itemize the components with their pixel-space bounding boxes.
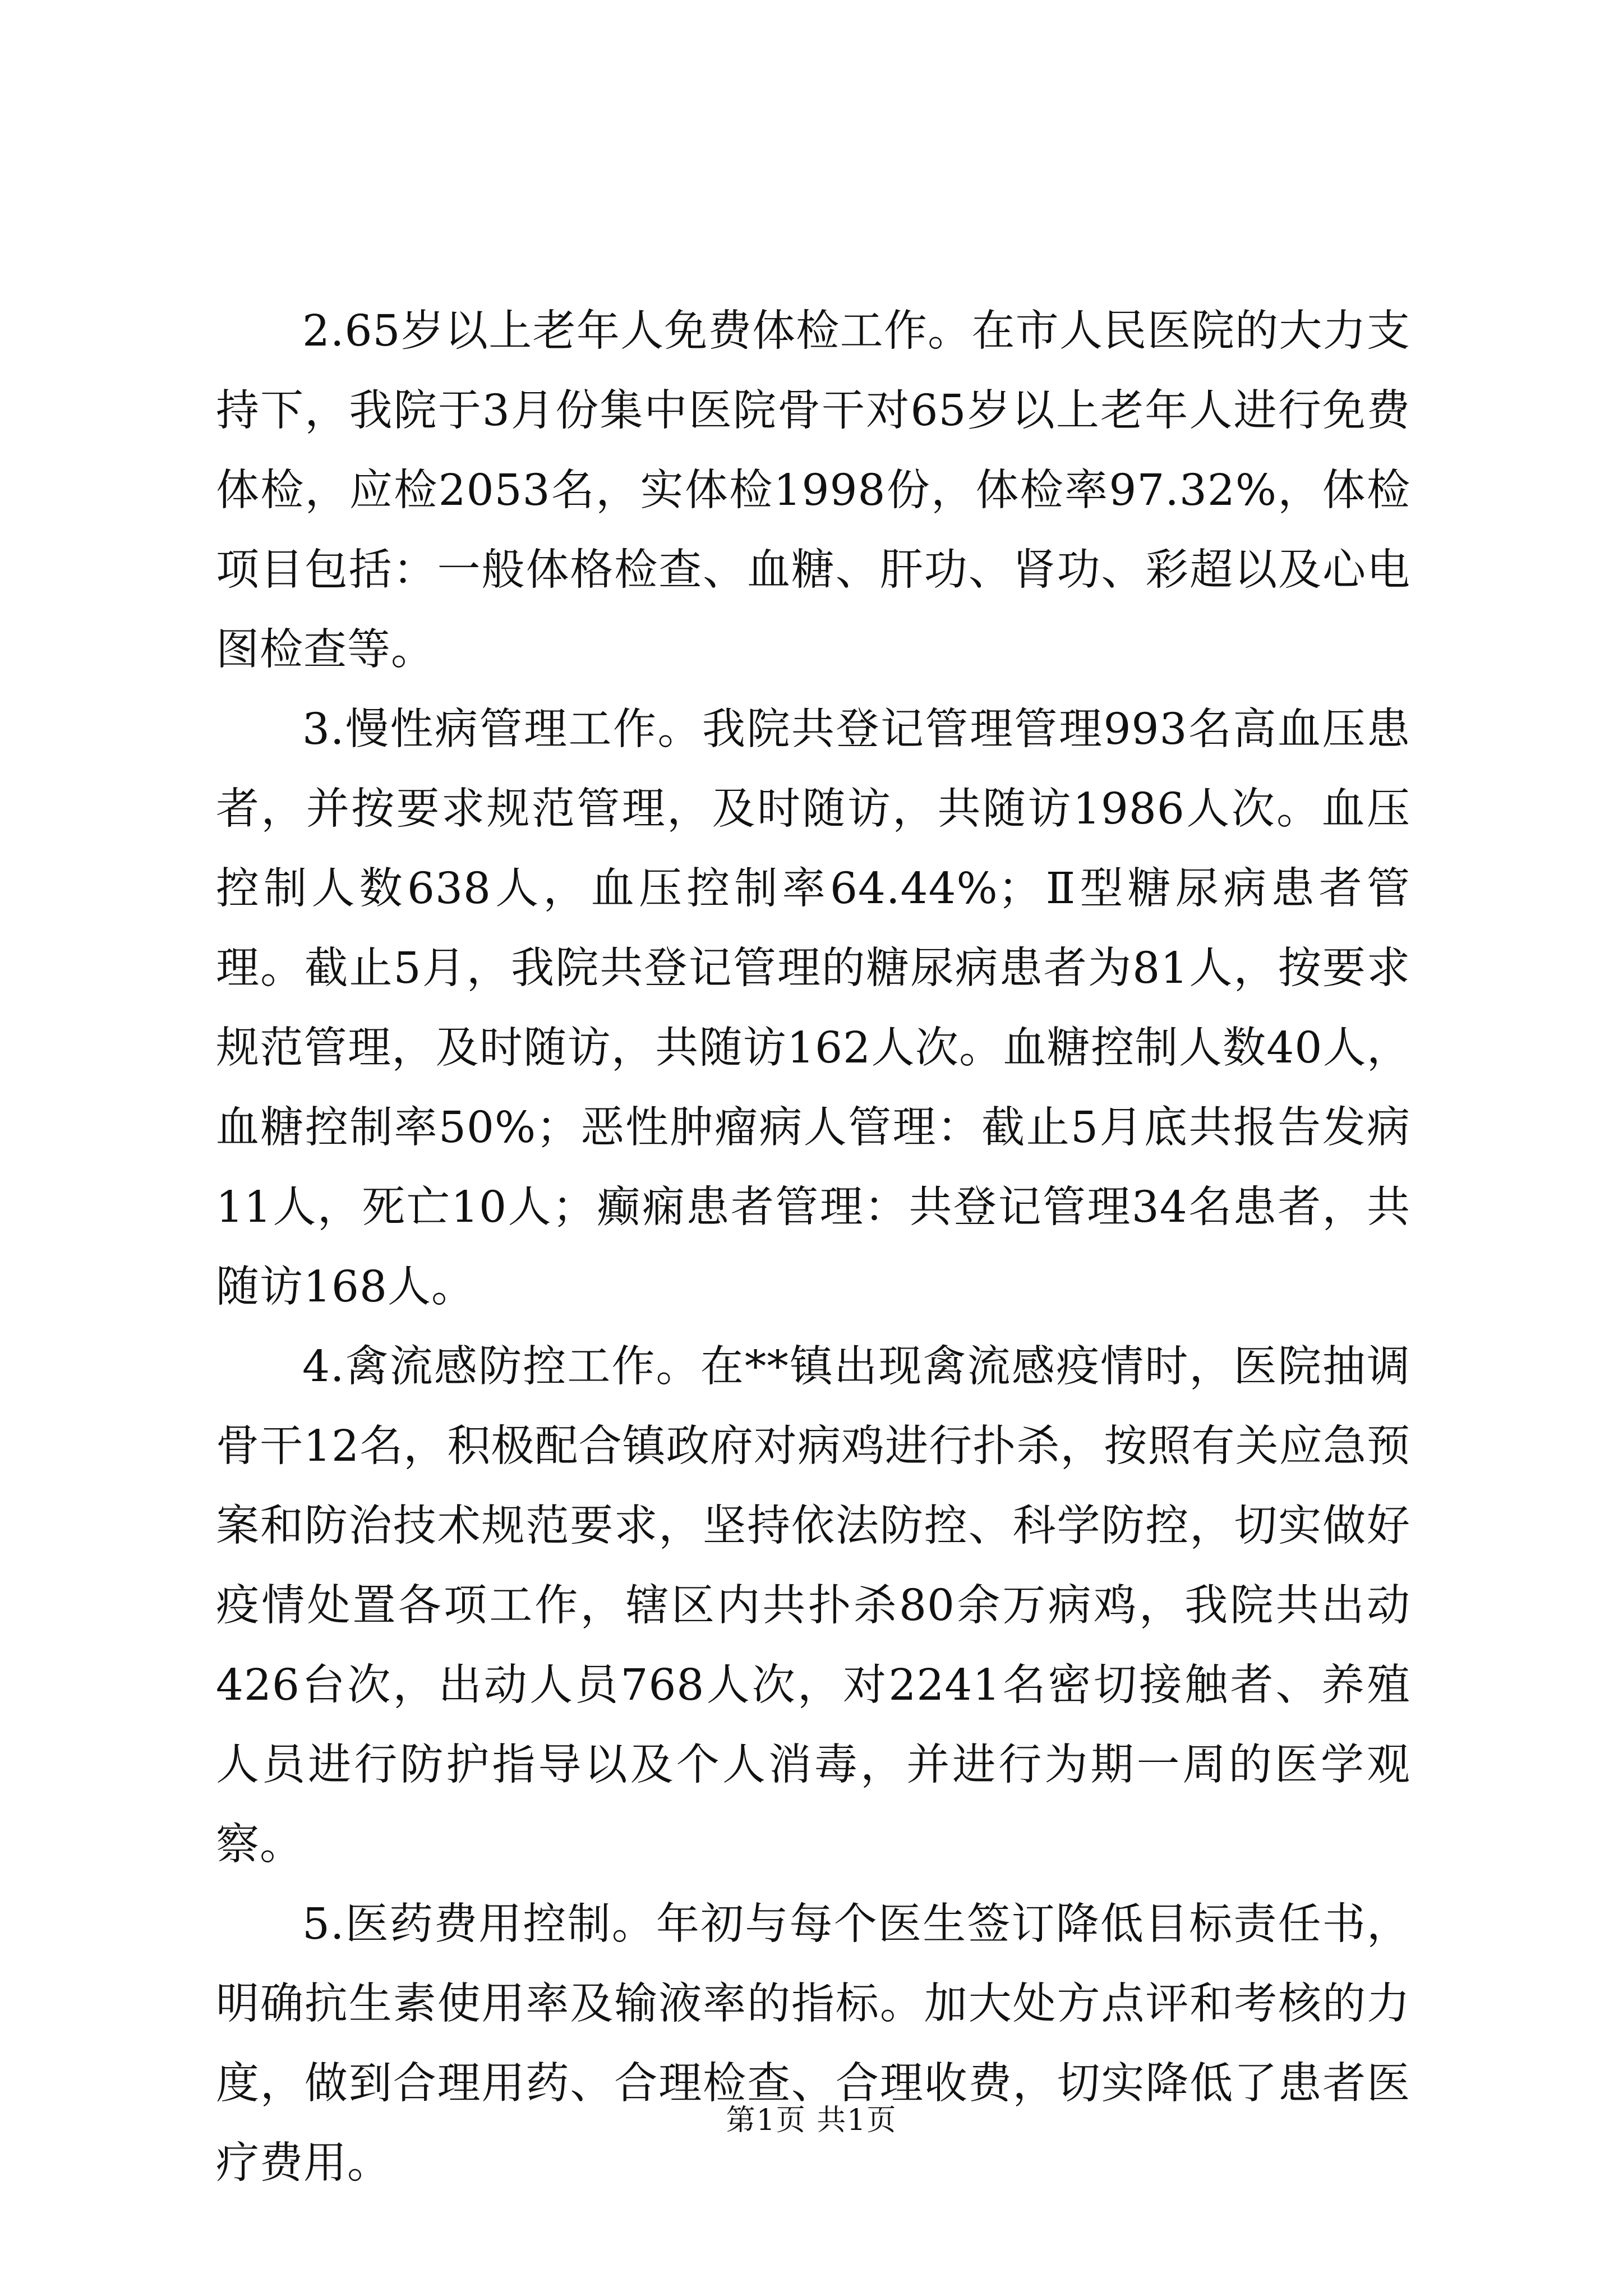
document-body (216, 292, 1410, 2203)
page-number-footer: 第1页 共1页 (726, 2104, 897, 2137)
paragraph-avian-flu: 4.禽流感防控工作。在**镇出现禽流感疫情时，医院抽调骨干12名，积极配合镇政府对病鸡进行扑杀，按照有关应急预案和防治技术规范要求，坚持依法防控、科学防控，切实做好疫情处置各项工作，辖区内共扑杀80余万病鸡，我院共出动426台次，出动人员768人次，对2241名密切接触者、养殖人员进行防护指导以及个人消毒，并进行为期一周的医学观察。 (216, 1342, 1410, 1870)
paragraph-cost-control: 5.医药费用控制。年初与每个医生签订降低目标责任书，明确抗生素使用率及输液率的指标。加大处方点评和考核的力度，做到合理用药、合理检查、合理收费，切实降低了患者医疗费用。 (216, 1899, 1410, 2188)
paragraph-chronic-disease: 3.慢性病管理工作。我院共登记管理管理993名高血压患者，并按要求规范管理，及时随访，共随访1986人次。血压控制人数638人，血压控制率64.44%；Ⅱ型糖尿病患者管理。截止5月，我院共登记管理的糖尿病患者为81人，按要求规范管理，及时随访，共随访162人次。血糖控制人数40人，血糖控制率50%；恶性肿瘤病人管理：截止5月底共报告发病11人，死亡10人；癫痫患者管理：共登记管理34名患者，共随访168人。 (216, 705, 1410, 1312)
paragraph-elderly-checkup: 2.65岁以上老年人免费体检工作。在市人民医院的大力支持下，我院于3月份集中医院骨干对65岁以上老年人进行免费体检，应检2053名，实体检1998份，体检率97.32%，体检项目包括：一般体格检查、血糖、肝功、肾功、彩超以及心电图检查等。 (216, 306, 1410, 675)
